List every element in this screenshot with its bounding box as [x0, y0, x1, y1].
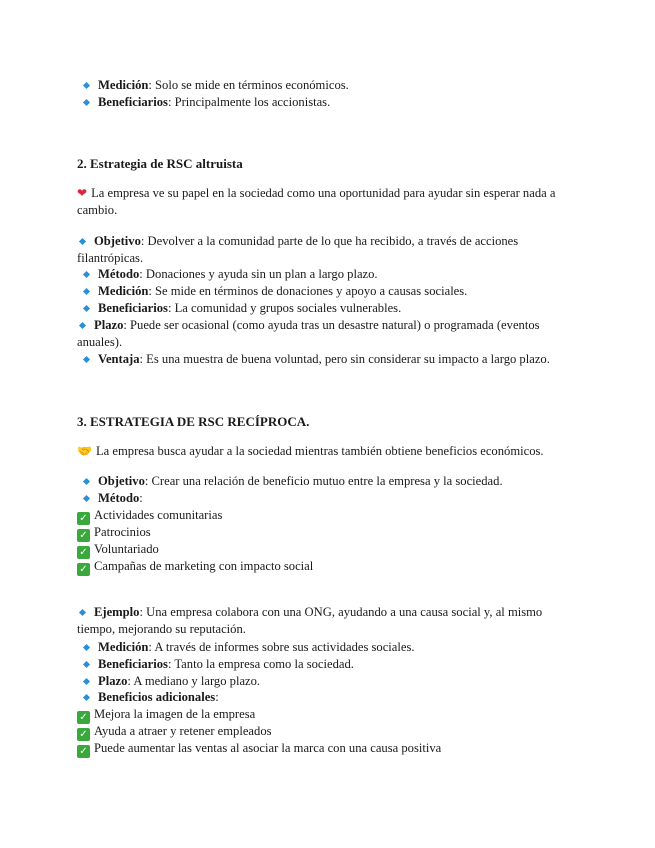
bullet-text: : Una empresa colabora con una ONG, ayudando a una causa social y, al mismo tiempo, mejorando su reputación. [77, 605, 543, 636]
check-item [77, 723, 577, 741]
diamond-bullet-icon [83, 694, 90, 701]
bullet-label: Beneficiarios [98, 95, 168, 109]
bullet-item [81, 77, 581, 94]
intro-text: La empresa ve su papel en la sociedad como una oportunidad para ayudar sin esperar nada a cambio. [77, 186, 556, 217]
bullet-item [81, 283, 581, 300]
bullet-text: : A través de informes sobre sus actividades sociales. [148, 640, 415, 654]
bullet-item [77, 317, 577, 351]
bullet-item [81, 266, 581, 283]
bullet-item [81, 473, 581, 490]
heart-icon: ❤ [77, 186, 88, 200]
bullet-text: : Tanto la empresa como la sociedad. [167, 657, 354, 671]
section-intro [77, 443, 577, 460]
bullet-item [81, 639, 581, 656]
check-mark-icon: ✓ [77, 745, 90, 758]
bullet-label: Plazo [94, 318, 124, 332]
diamond-bullet-icon [83, 82, 90, 89]
check-item [77, 740, 577, 758]
diamond-bullet-icon [83, 495, 90, 502]
handshake-icon: 🤝 [77, 444, 92, 458]
bullet-text: : Crear una relación de beneficio mutuo entre la empresa y la sociedad. [144, 474, 503, 488]
bullet-label: Beneficiarios [98, 301, 168, 315]
bullet-item [81, 689, 581, 706]
check-mark-icon: ✓ [77, 728, 90, 741]
check-mark-icon: ✓ [77, 563, 90, 576]
diamond-bullet-icon [83, 661, 90, 668]
check-text: Campañas de marketing con impacto social [94, 559, 314, 573]
check-mark-icon: ✓ [77, 711, 90, 724]
bullet-text: : Es una muestra de buena voluntad, pero sin considerar su impacto a largo plazo. [139, 352, 550, 366]
bullet-label: Medición [98, 78, 149, 92]
check-text: Mejora la imagen de la empresa [94, 707, 256, 721]
bullet-item [81, 673, 581, 690]
bullet-text: : Puede ser ocasional (como ayuda tras un desastre natural) o programada (eventos anuales). [77, 318, 540, 349]
section-heading: 3. ESTRATEGIA DE RSC RECÍPROCA. [77, 414, 310, 429]
diamond-bullet-icon [83, 271, 90, 278]
bullet-text: : La comunidad y grupos sociales vulnerables. [167, 301, 402, 315]
check-text: Actividades comunitarias [94, 508, 223, 522]
bullet-label: Beneficios adicionales [98, 690, 216, 704]
check-item [77, 524, 577, 542]
check-text: Puede aumentar las ventas al asociar la marca con una causa positiva [94, 741, 442, 755]
diamond-bullet-icon [83, 644, 90, 651]
check-mark-icon: ✓ [77, 529, 90, 542]
bullet-label: Medición [98, 640, 149, 654]
bullet-text: : [139, 491, 143, 505]
bullet-item [81, 351, 581, 368]
bullet-text: : A mediano y largo plazo. [127, 674, 261, 688]
section-intro [77, 185, 577, 219]
bullet-item [81, 94, 581, 111]
bullet-label: Ventaja [98, 352, 140, 366]
bullet-label: Plazo [98, 674, 128, 688]
bullet-label: Medición [98, 284, 149, 298]
bullet-item [81, 490, 581, 507]
diamond-bullet-icon [83, 678, 90, 685]
diamond-bullet-icon [79, 322, 86, 329]
section-heading: 2. Estrategia de RSC altruista [77, 156, 243, 171]
check-item [77, 706, 577, 724]
diamond-bullet-icon [83, 478, 90, 485]
check-mark-icon: ✓ [77, 546, 90, 559]
check-item [77, 507, 577, 525]
bullet-text: : Devolver a la comunidad parte de lo que ha recibido, a través de acciones filantrópicas. [77, 234, 519, 265]
bullet-label: Método [98, 267, 140, 281]
diamond-bullet-icon [79, 238, 86, 245]
bullet-label: Objetivo [98, 474, 145, 488]
bullet-item [81, 300, 581, 317]
bullet-text: : Donaciones y ayuda sin un plan a largo plazo. [139, 267, 378, 281]
check-text: Patrocinios [94, 525, 151, 539]
bullet-text: : [215, 690, 219, 704]
bullet-label: Ejemplo [94, 605, 140, 619]
bullet-text: : Principalmente los accionistas. [167, 95, 331, 109]
diamond-bullet-icon [83, 305, 90, 312]
check-item [77, 558, 577, 576]
bullet-text: : Solo se mide en términos económicos. [148, 78, 349, 92]
diamond-bullet-icon [83, 99, 90, 106]
bullet-label: Beneficiarios [98, 657, 168, 671]
bullet-label: Objetivo [94, 234, 141, 248]
bullet-label: Método [98, 491, 140, 505]
check-mark-icon: ✓ [77, 512, 90, 525]
check-item [77, 541, 577, 559]
check-text: Ayuda a atraer y retener empleados [94, 724, 272, 738]
bullet-item [81, 656, 581, 673]
diamond-bullet-icon [83, 288, 90, 295]
diamond-bullet-icon [79, 609, 86, 616]
diamond-bullet-icon [83, 356, 90, 363]
bullet-item [77, 604, 577, 638]
intro-text: La empresa busca ayudar a la sociedad mientras también obtiene beneficios económicos. [95, 444, 544, 458]
bullet-item [77, 233, 577, 267]
check-text: Voluntariado [94, 542, 159, 556]
bullet-text: : Se mide en términos de donaciones y apoyo a causas sociales. [148, 284, 468, 298]
